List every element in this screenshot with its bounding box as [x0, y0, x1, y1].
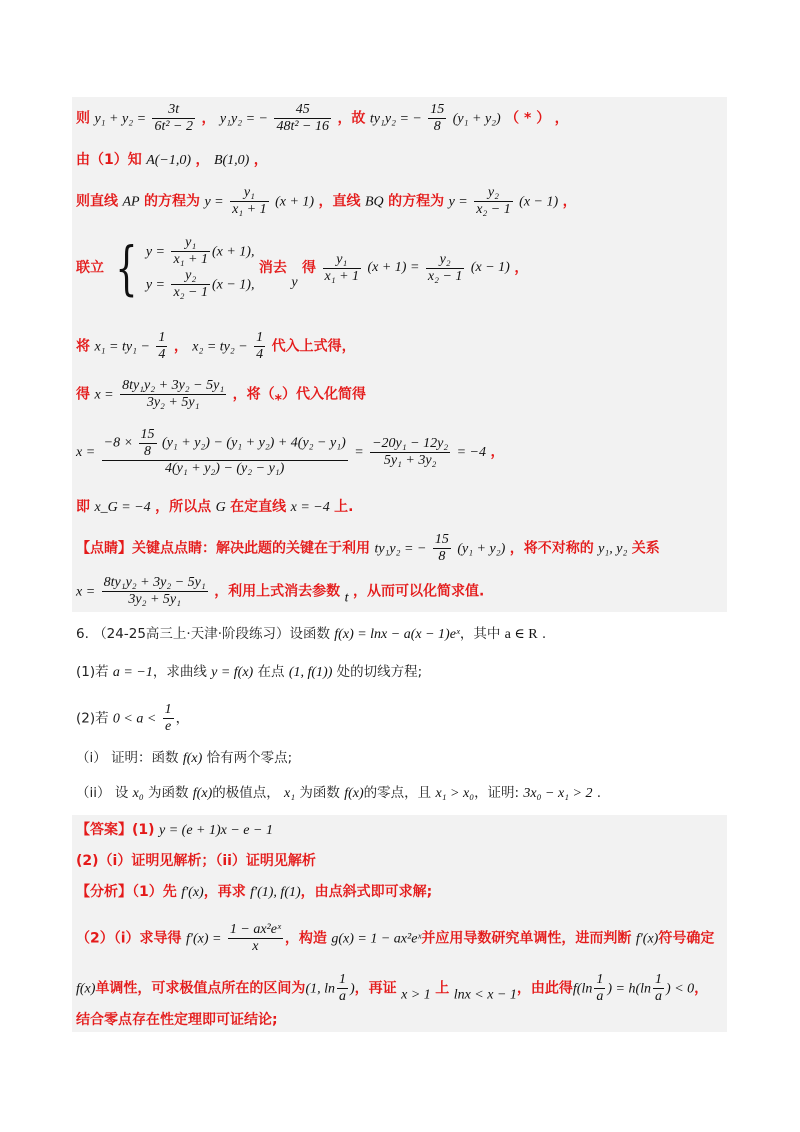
fraction: $\frac{\text{8ty₁y₂ + 3y₂ − 5y₁}}{\text{3y₂ + 5y₁}}$	[122, 378, 225, 410]
solution-line-5: 将 x₁ = ty₁ − $\frac{1}{4}$ ， x₂ = ty₂ − $\frac{1}{4}$ 代入上式得，	[76, 330, 356, 362]
fraction: $\frac{\text{y₂}}{\text{x₂ − 1}}$	[476, 185, 511, 217]
solution-line-10: x = $\frac{\text{8ty₁y₂ + 3y₂ − 5y₁}}{\text{3y₂ + 5y₁}}$ ，利用上式消去参数 t ，从而可以化简求值.	[76, 575, 485, 607]
problem-stem: 6. （24-25高三上·天津·阶段练习）设函数 f(x) = lnx − a(x − 1)eˣ，其中 a ∈ R .	[76, 626, 547, 642]
problem-part-2-i: （i） 证明：函数 f(x) 恰有两个零点;	[76, 750, 293, 766]
solution-line-6: 得 x = $\frac{\text{8ty₁y₂ + 3y₂ − 5y₁}}{\text{3y₂ + 5y₁}}$ ，将（*）代入化简得	[76, 378, 366, 410]
solution-line-7: x = −8 × $\frac{15}{8}$ (y₁ + y₂) − (y₁ + y₂) + 4(y₂ − y₁) 4(y₁ + y₂) − (y₂ − y₁) = $\frac{\text{−20y₁ − 12y₂}}{\text{5y₁ + 3y₂}}$ = −4 ，	[76, 427, 505, 476]
fraction: −8 × $\frac{15}{8}$ (y₁ + y₂) − (y₁ + y₂) + 4(y₂ − y₁) 4(y₁ + y₂) − (y₂ − y₁)	[103, 427, 346, 476]
fraction: $\frac{3t}{\text{6t² − 2}}$	[154, 102, 194, 134]
solution-line-8: 即 x_G = −4 ，所以点 G 在定直线 x = −4 上.	[76, 499, 354, 515]
equation-system: y = $\frac{\text{y₁}}{\text{x₁ + 1}}$ (x + 1), y = $\frac{\text{y₂}}{\text{x₂ − 1}}$ (x − 1),	[145, 235, 255, 300]
answer-line-4: （2）（i）求导得 f′(x) = $\frac{\text{1 − ax²eˣ}}{x}$ ，构造 g(x) = 1 − ax²eˣ并应用导数研究单调性，进而判断 f′(x)符号确定	[76, 922, 715, 954]
left-brace: {	[115, 234, 138, 302]
fraction: $\frac{15}{8}$	[430, 102, 445, 134]
answer-line-5: f(x)单调性，可求极值点所在的区间为(1, ln $\frac{1}{a}$ )，再证 x > 1 上 lnx < x − 1，由此得f(ln $\frac{1}{a}$ ) = h(ln $\frac{1}{a}$ ) < 0，	[76, 972, 709, 1004]
answer-line-1: 【答案】(1) y = (e + 1)x − e − 1	[76, 822, 273, 838]
solution-line-1: 则 y₁ + y₂ = $\frac{3t}{\text{6t² − 2}}$ ， y₁y₂ = − $\frac{45}{\text{48t² − 16}}$ ，故 ty₁y₂ = − $\frac{15}{8}$ (y₁ + y₂) （ * ） ，	[76, 102, 569, 134]
problem-part-1: (1)若 a = −1，求曲线 y = f(x) 在点 (1, f(1)) 处的切线方程;	[76, 664, 423, 680]
fraction: $\frac{1}{4}$	[158, 330, 166, 362]
fraction: $\frac{45}{\text{48t² − 16}}$	[276, 102, 329, 134]
fraction: $\frac{1}{4}$	[256, 330, 264, 362]
fraction: $\frac{\text{y₁}}{\text{x₁ + 1}}$	[324, 251, 360, 284]
fraction: $\frac{\text{−20y₁ − 12y₂}}{\text{5y₁ + 3y₂}}$	[372, 435, 449, 468]
problem-part-2-ii: （ii） 设 x₀ 为函数 f(x)的极值点， x₁ 为函数 f(x)的零点，且 x₁ > x₀，证明: 3x₀ − x₁ > 2 .	[76, 785, 602, 801]
fraction: $\frac{1}{a}$	[339, 972, 346, 1004]
answer-line-2: (2)（i）证明见解析；（ii）证明见解析	[76, 853, 316, 869]
answer-line-6: 结合零点存在性定理即可证结论;	[76, 1012, 278, 1028]
fraction: $\frac{\text{y₁}}{\text{x₁ + 1}}$	[232, 185, 267, 217]
solution-line-2: 由（1）知 A(−1,0) ， B(1,0) ，	[76, 152, 268, 168]
solution-line-4: 联立 { y = $\frac{\text{y₁}}{\text{x₁ + 1}}$ (x + 1), y = $\frac{\text{y₂}}{\text{x₂ − 1}}$ (x − 1), 消去 y 得 $\frac{\text{y₁}}{\text{x₁ + 1}}$ (x + 1) = $\frac{\text{y₂}}{\text{x₂ − 1}}$ (x − 1) ，	[76, 234, 529, 302]
solution-line-9: 【点睛】关键点点睛：解决此题的关键在于利用 ty₁y₂ = − $\frac{15}{8}$ (y₁ + y₂) ，将不对称的 y₁, y₂ 关系	[76, 532, 660, 564]
answer-line-3: 【分析】（1）先 f′(x)，再求 f′(1), f(1)，由点斜式即可求解;	[76, 884, 433, 900]
solution-line-3: 则直线 AP 的方程为 y = $\frac{\text{y₁}}{\text{x₁ + 1}}$ (x + 1) ，直线 BQ 的方程为 y = $\frac{\text{y₂}}{\text{x₂ − 1}}$ (x − 1) ，	[76, 185, 577, 217]
fraction: $\frac{15}{8}$	[434, 532, 449, 564]
fraction: $\frac{\text{8ty₁y₂ + 3y₂ − 5y₁}}{\text{3y₂ + 5y₁}}$	[103, 575, 206, 607]
fraction: $\frac{\text{y₂}}{\text{x₂ − 1}}$	[427, 251, 463, 284]
fraction: $\frac{\text{1 − ax²eˣ}}{x}$	[229, 922, 281, 954]
problem-part-2: (2)若 0 < a < $\frac{1}{e}$ ，	[76, 702, 190, 734]
fraction: $\frac{1}{e}$	[164, 702, 172, 734]
